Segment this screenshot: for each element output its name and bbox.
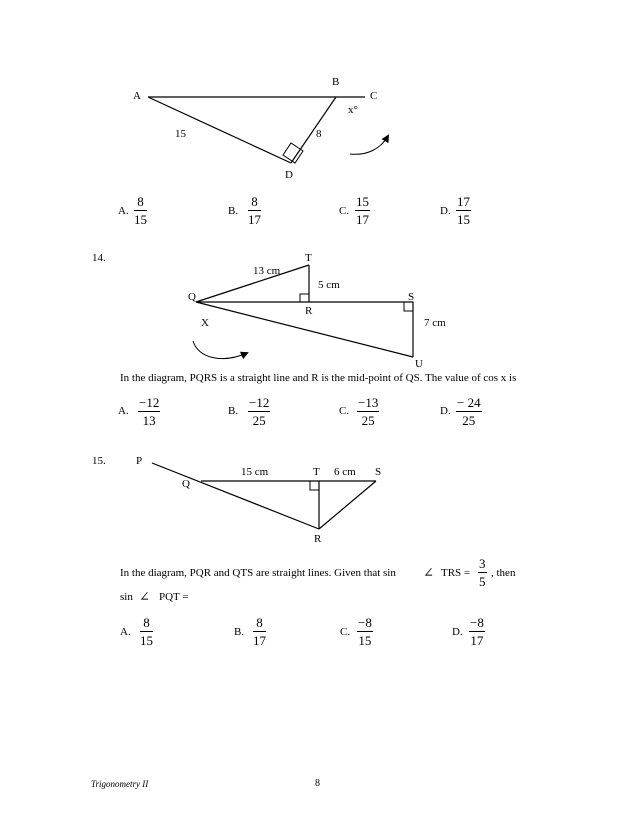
line-ad <box>148 97 291 163</box>
q15-option-b-letter: B. <box>234 626 245 638</box>
rotation-arrow-q13 <box>350 136 388 154</box>
q14-point-s: S <box>408 291 415 303</box>
right-angle-r <box>300 294 309 302</box>
q15-option-a-letter: A. <box>120 626 131 638</box>
q14-option-a[interactable] <box>138 396 160 427</box>
q14-option-a-letter: A. <box>118 405 129 417</box>
q14-point-x: X <box>201 317 209 329</box>
q13-point-c: C <box>370 90 378 102</box>
q13-point-d: D <box>285 169 293 181</box>
denominator: 25 <box>462 413 476 428</box>
q14-len-su: 7 cm <box>424 317 446 329</box>
q13-option-d-letter: D. <box>440 205 451 217</box>
q14-question: In the diagram, PQRS is a straight line and R is the mid-point of QS. The value of cos x is <box>120 372 517 384</box>
q14-len-tr: 5 cm <box>318 279 340 291</box>
q14-number: 14. <box>92 252 106 264</box>
q13-point-b: B <box>332 76 340 88</box>
q14-diagram <box>193 265 413 359</box>
denominator: 15 <box>134 212 147 227</box>
numerator: 8 <box>253 616 266 632</box>
numerator: 8 <box>140 616 153 632</box>
line-sr <box>319 481 376 529</box>
numerator: 8 <box>134 195 147 211</box>
angle-symbol: ∠ <box>139 589 150 604</box>
q15-option-b[interactable] <box>253 616 266 647</box>
q15-option-d-letter: D. <box>452 626 463 638</box>
page-number: 8 <box>315 778 320 789</box>
q13-option-a-letter: A. <box>118 205 129 217</box>
q15-given-fraction <box>478 557 487 588</box>
denominator: 25 <box>252 413 266 428</box>
q14-option-d-letter: D. <box>440 405 451 417</box>
q14-option-d[interactable] <box>456 396 482 427</box>
q15-len-ts: 6 cm <box>334 466 356 478</box>
right-angle-s <box>404 302 413 311</box>
q15-option-c[interactable] <box>357 616 373 647</box>
numerator: − 24 <box>457 395 481 410</box>
numerator: 17 <box>457 194 470 209</box>
denominator: 17 <box>253 633 266 648</box>
q14-point-u: U <box>415 358 423 370</box>
numerator: 8 <box>248 195 261 211</box>
angle-symbol: ∠ <box>423 565 434 580</box>
numerator: 15 <box>356 194 369 209</box>
q15-question-part1: In the diagram, PQR and QTS are straight lines. Given that sin <box>120 567 396 579</box>
q14-point-q: Q <box>188 291 196 303</box>
numerator: −8 <box>358 615 372 630</box>
q14-option-b[interactable] <box>248 396 270 427</box>
q15-point-r: R <box>314 533 322 545</box>
q14-option-c-letter: C. <box>339 405 350 417</box>
q15-option-a[interactable] <box>140 616 153 647</box>
denominator: 13 <box>142 413 156 428</box>
line-bd <box>291 97 336 163</box>
q15-point-t: T <box>313 466 320 478</box>
numerator: −8 <box>470 615 484 630</box>
q15-question-trs: TRS = <box>441 567 471 579</box>
q15-question-then: , then <box>491 567 516 579</box>
denominator: 17 <box>248 212 261 227</box>
q13-side-ad: 15 <box>175 128 186 140</box>
denominator: 15 <box>358 633 372 648</box>
q14-option-b-letter: B. <box>228 405 239 417</box>
q13-option-a[interactable] <box>134 195 147 226</box>
q13-option-b[interactable] <box>248 195 261 226</box>
q15-question-sin: sin <box>120 591 133 603</box>
q14-len-qt: 13 cm <box>253 265 281 277</box>
denominator: 17 <box>470 633 484 648</box>
denominator: 17 <box>356 212 369 227</box>
q15-option-d[interactable] <box>469 616 485 647</box>
q15-point-p: P <box>136 455 143 467</box>
numerator: −12 <box>139 395 160 410</box>
denominator: 15 <box>140 633 153 648</box>
right-angle-t <box>310 481 319 490</box>
numerator: −12 <box>249 395 270 410</box>
q13-point-a: A <box>133 90 141 102</box>
denominator: 5 <box>479 574 486 589</box>
q13-side-bd: 8 <box>316 128 322 140</box>
q13-angle-x: x° <box>348 104 358 116</box>
q15-point-s: S <box>375 466 382 478</box>
q15-point-q: Q <box>182 478 190 490</box>
q15-question-pqt: PQT = <box>159 591 189 603</box>
q15-option-c-letter: C. <box>340 626 351 638</box>
denominator: 15 <box>457 212 470 227</box>
numerator: −13 <box>358 395 379 410</box>
q15-len-qt: 15 cm <box>241 466 269 478</box>
q14-point-t: T <box>305 252 312 264</box>
q13-option-c[interactable] <box>355 195 370 226</box>
rotation-arrow-q14 <box>193 341 247 359</box>
q15-number: 15. <box>92 455 106 467</box>
numerator: 3 <box>479 556 486 571</box>
line-pqr <box>152 463 319 529</box>
footer-title: Trigonometry II <box>91 779 149 789</box>
q13-option-d[interactable] <box>456 195 471 226</box>
q14-option-c[interactable] <box>357 396 379 427</box>
denominator: 25 <box>361 413 375 428</box>
q13-option-b-letter: B. <box>228 205 239 217</box>
q13-option-c-letter: C. <box>339 205 350 217</box>
q14-point-r: R <box>305 305 313 317</box>
